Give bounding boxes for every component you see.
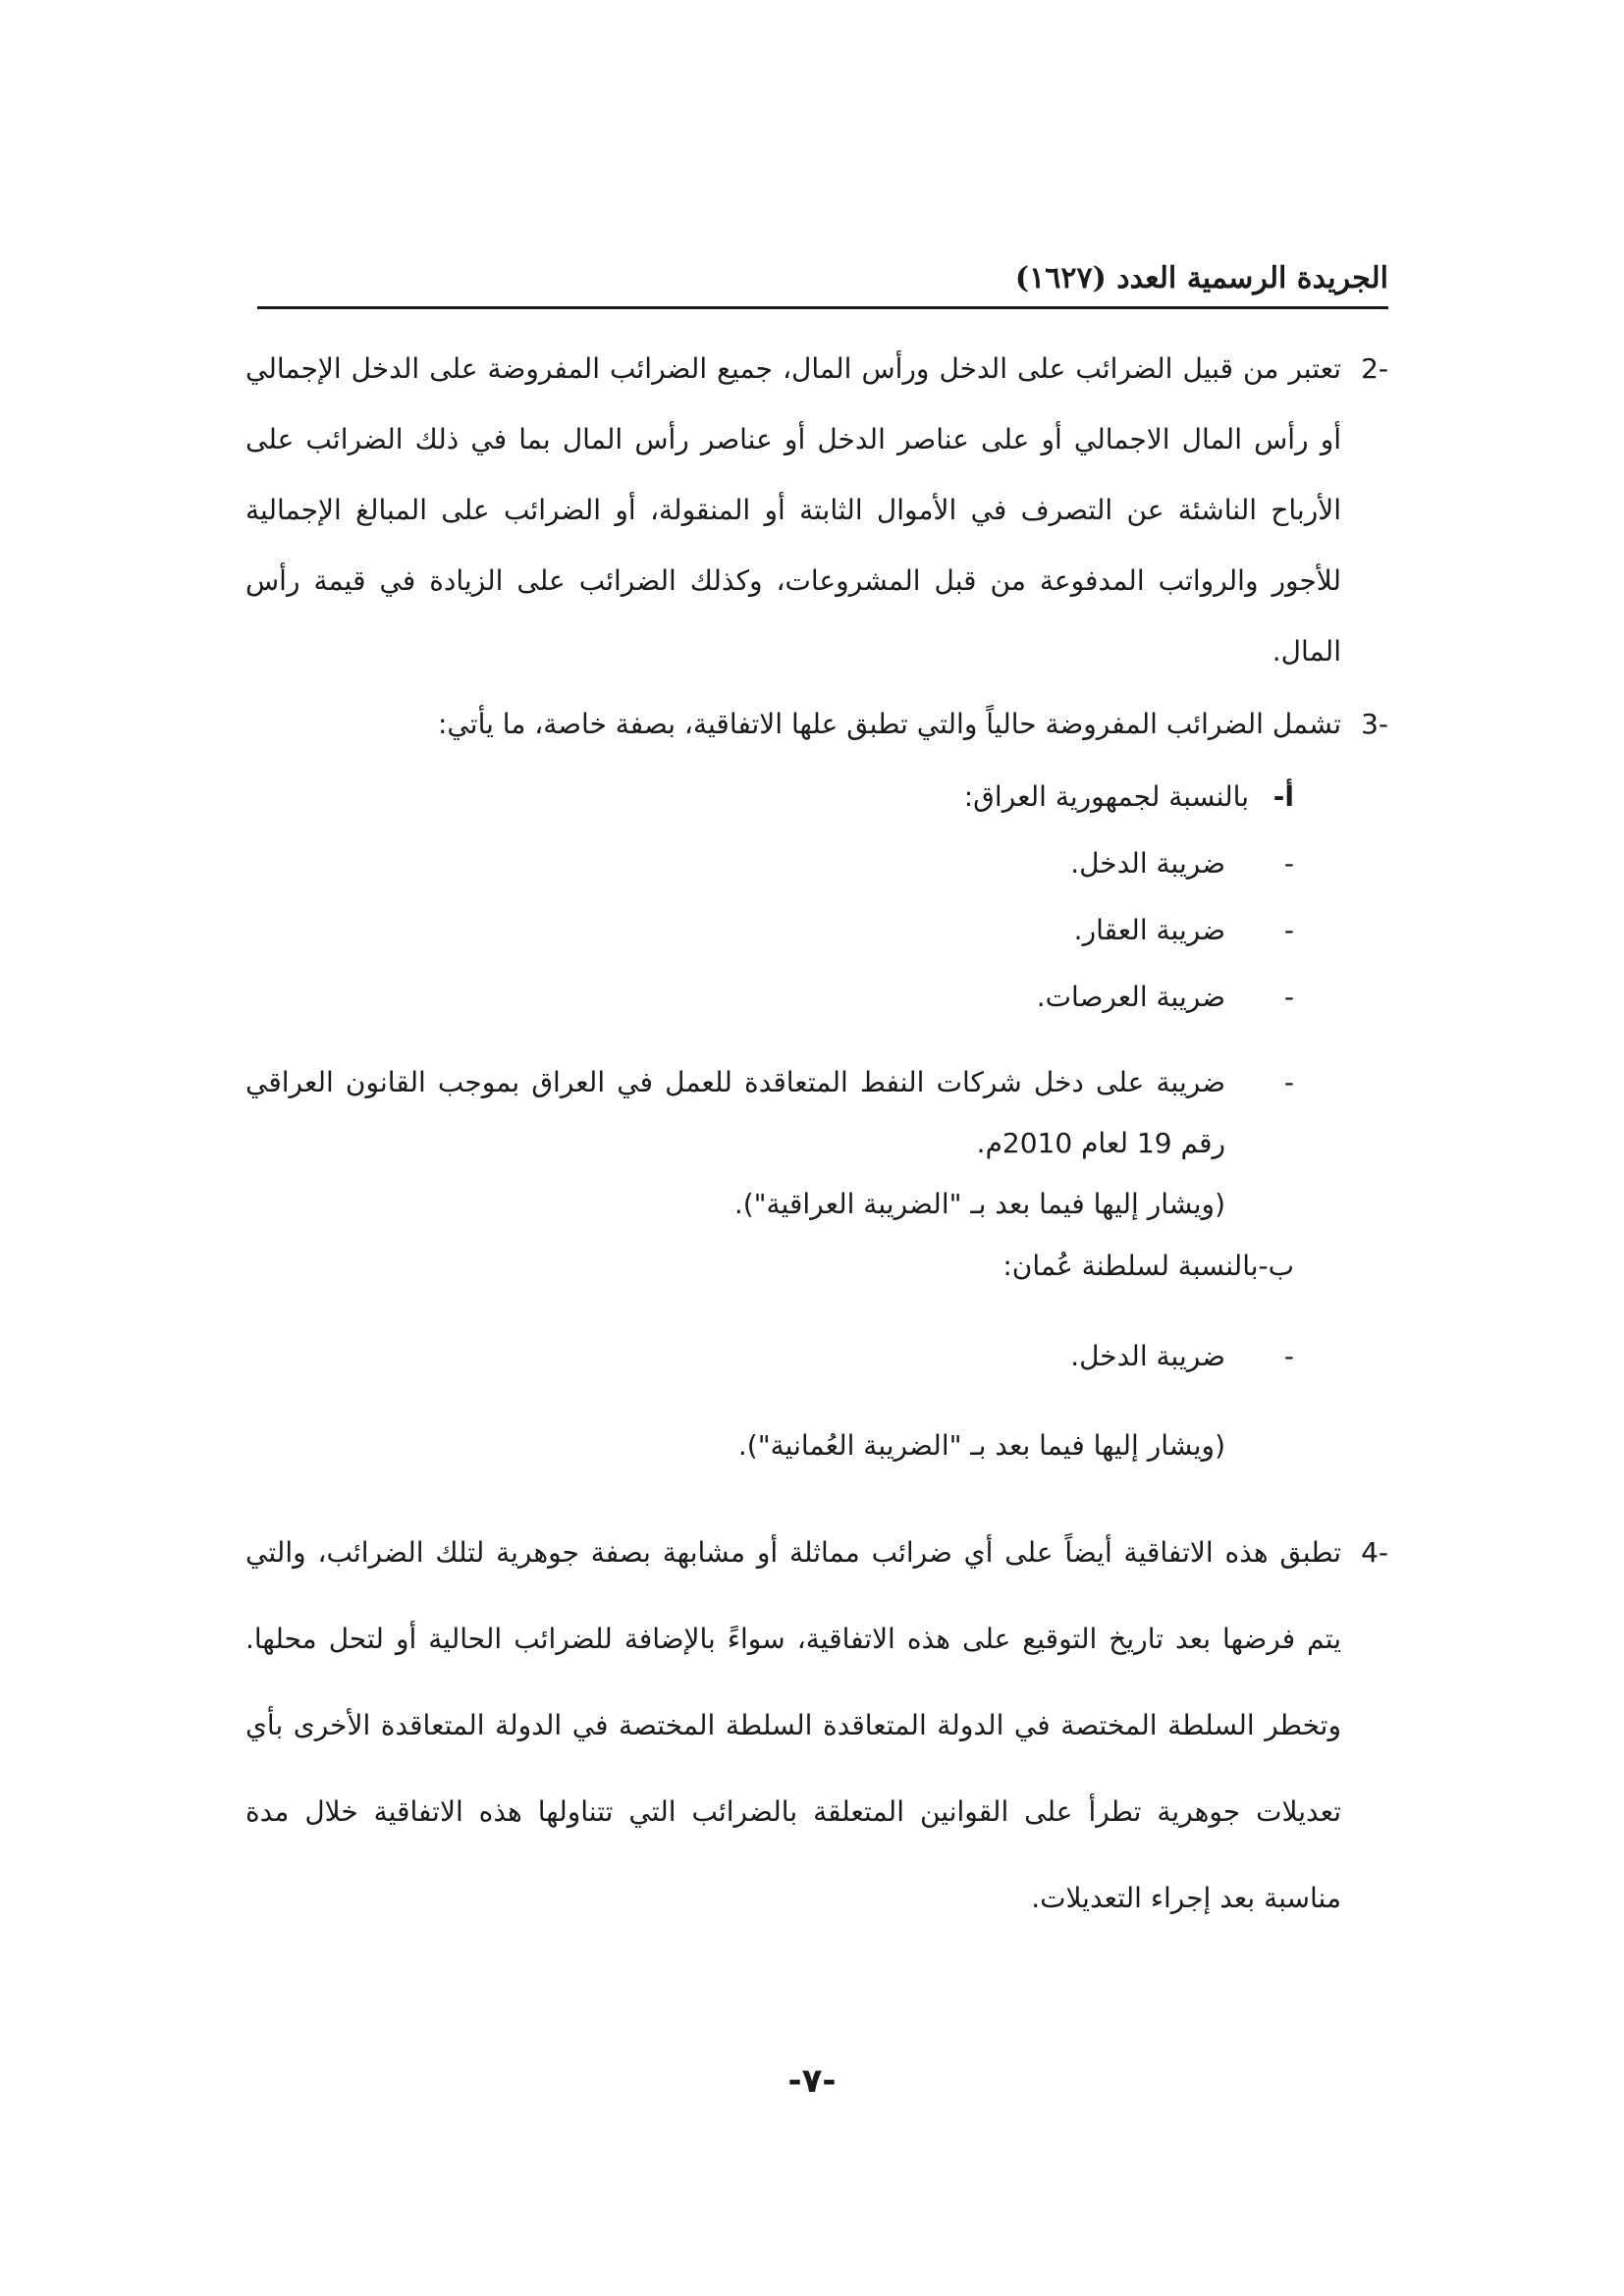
paragraph-3 bbox=[245, 689, 1388, 760]
paragraph-text: تعتبر من قبيل الضرائب على الدخل ورأس المال، جميع الضرائب المفروضة على الدخل الإجمالي أو رأس المال الاجمالي أو على عناصر الدخل أو عناصر رأس المال بما في ذلك الضرائب على الأرباح الناشئة عن التصرف في الأموال الثابتة أو المنقولة، أو الضرائب على المبالغ الإجمالية للأجور والرواتب المدفوعة من قبل المشروعات، وكذلك الضرائب على الزيادة في قيمة رأس المال. bbox=[245, 352, 1341, 667]
list-item bbox=[245, 1052, 1294, 1174]
paragraph-number: -4 bbox=[1361, 1536, 1388, 1569]
list-item-text: ضريبة الدخل. bbox=[1070, 1340, 1225, 1372]
page-number: -٧- bbox=[787, 2061, 837, 2101]
list-item-text: ضريبة الدخل. bbox=[1070, 847, 1225, 880]
list-bullet: - bbox=[1283, 981, 1294, 1013]
omani-tax-note: (ويشار إليها فيما بعد بـ "الضريبة العُمانية"). bbox=[737, 1429, 1225, 1462]
list-bullet: - bbox=[1283, 1066, 1294, 1098]
paragraph-text: تشمل الضرائب المفروضة حالياً والتي تطبق علها الاتفاقية، بصفة خاصة، ما يأتي: bbox=[438, 708, 1341, 740]
subsection-b-heading: ب-بالنسبة لسلطنة عُمان: bbox=[1002, 1250, 1294, 1282]
gazette-title: الجريدة الرسمية العدد (١٦٢٧) bbox=[1014, 261, 1388, 295]
list-item bbox=[245, 964, 1294, 1031]
subsection-letter: أ- bbox=[1272, 780, 1294, 813]
list-item-text: ضريبة العقار. bbox=[1073, 914, 1225, 946]
iraqi-tax-note: (ويشار إليها فيما بعد بـ "الضريبة العراقية"). bbox=[733, 1188, 1225, 1220]
list-item bbox=[245, 1323, 1294, 1390]
subsection-a-heading bbox=[245, 764, 1294, 830]
paragraph-4 bbox=[245, 1510, 1388, 1942]
list-bullet: - bbox=[1283, 914, 1294, 946]
paragraph-text: تطبق هذه الاتفاقية أيضاً على أي ضرائب مماثلة أو مشابهة بصفة جوهرية لتلك الضرائب، والتي يتم فرضها بعد تاريخ التوقيع على هذه الاتفاقية، سواءً بالإضافة للضرائب الحالية أو لتحل محلها. وتخطر السلطة المختصة في الدولة المتعاقدة السلطة المختصة في الدولة المتعاقدة الأخرى بأي تعديلات جوهرية تطرأ على القوانين المتعلقة بالضرائب التي تتناولها هذه الاتفاقية خلال مدة مناسبة بعد إجراء التعديلات. bbox=[245, 1536, 1341, 1914]
paragraph-number: -2 bbox=[1361, 352, 1388, 385]
paragraph-number: -3 bbox=[1361, 708, 1388, 740]
document-body bbox=[245, 334, 1388, 1942]
paragraph-2 bbox=[245, 334, 1388, 687]
page-header bbox=[257, 257, 1388, 309]
subsection-heading: بالنسبة لجمهورية العراق: bbox=[963, 780, 1249, 813]
list-item bbox=[245, 897, 1294, 964]
list-item-text: ضريبة على دخل شركات النفط المتعاقدة للعمل في العراق بموجب القانون العراقي رقم 19 لعام 2010م. bbox=[245, 1066, 1225, 1159]
list-bullet: - bbox=[1283, 847, 1294, 880]
list-bullet: - bbox=[1283, 1340, 1294, 1372]
list-item-text: ضريبة العرصات. bbox=[1036, 981, 1225, 1013]
list-item bbox=[245, 830, 1294, 897]
